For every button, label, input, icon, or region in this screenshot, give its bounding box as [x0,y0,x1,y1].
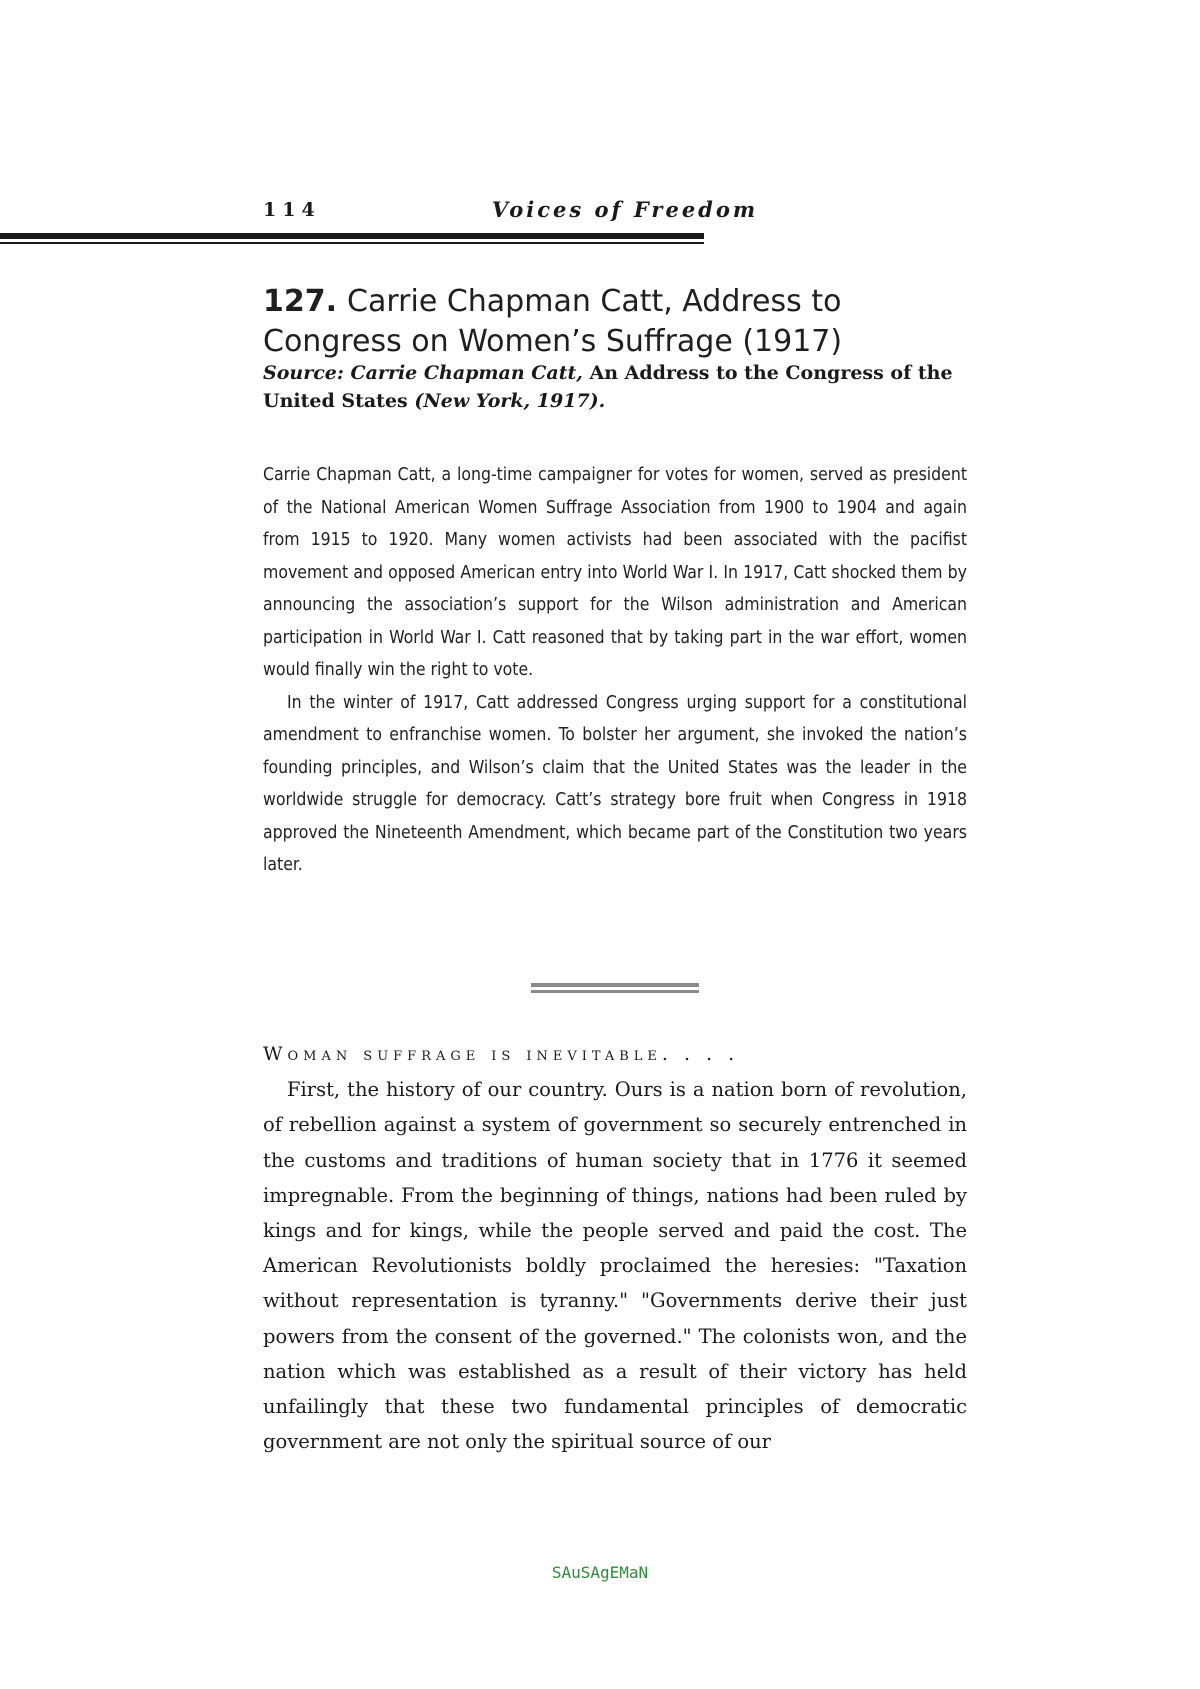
intro-paragraph-1: Carrie Chapman Catt, a long-time campaigner for votes for women, served as president of the National American Women Suffrage Association from 1900 to 1904 and again from 1915 to 1920. Many women activists had been associated with the pacifist movement and opposed American entry into World War I. In 1917, Catt shocked them by announcing the association’s support for the Wilson administration and American participation in World War I. Catt reasoned that by taking part in the war effort, women would finally win the right to vote. [263,465,967,680]
running-title: Voices of Freedom [491,197,759,222]
document-lead: Woman suffrage is inevitable. . . . [263,1043,740,1065]
document-title-text: Carrie Chapman Catt, Address to Congress on Women’s Suffrage (1917) [263,284,843,360]
source-title: An Address to the Congress of the United States [263,362,953,412]
header-rule-thin [0,242,704,244]
source-prefix: Source: Carrie Chapman Catt, [263,362,583,384]
document-number: 127. [263,284,338,320]
divider-bar-top [531,983,699,987]
header-rule-thick [0,233,704,239]
running-head [263,195,967,225]
section-divider [531,983,699,996]
document-paragraph: First, the history of our country. Ours is a nation born of revolution, of rebellion against a system of government so securely entrenched in the customs and traditions of human society that in 1776 it seemed impregnable. From the beginning of things, nations had been ruled by kings and for kings, while the people served and paid the cost. The American Revolutionists boldly proclaimed the heresies: "Taxation without representation is tyranny." "Governments derive their just powers from the consent of the governed." The colonists won, and the nation which was established as a result of their victory has held unfailingly that these two fundamental principles of democratic government are not only the spiritual source of our [263,1078,967,1454]
watermark: SAuSAgEMaN [551,1563,649,1582]
introduction [263,459,967,882]
intro-paragraph-2: In the winter of 1917, Catt addressed Congress urging support for a constitutional amendment to enfranchise women. To bolster her argument, she invoked the nation’s founding principles, and Wilson’s claim that the United States was the leader in the worldwide struggle for democracy. Catt’s strategy bore fruit when Congress in 1918 approved the Nineteenth Amendment, which became part of the Constitution two years later. [263,692,967,875]
divider-bar-bottom [531,990,699,993]
source-citation [263,359,967,415]
document-text [263,1037,967,1459]
page-number: 114 [263,199,321,221]
running-head-container [263,195,967,225]
document-title [263,282,967,362]
source-suffix: (New York, 1917). [414,390,606,412]
